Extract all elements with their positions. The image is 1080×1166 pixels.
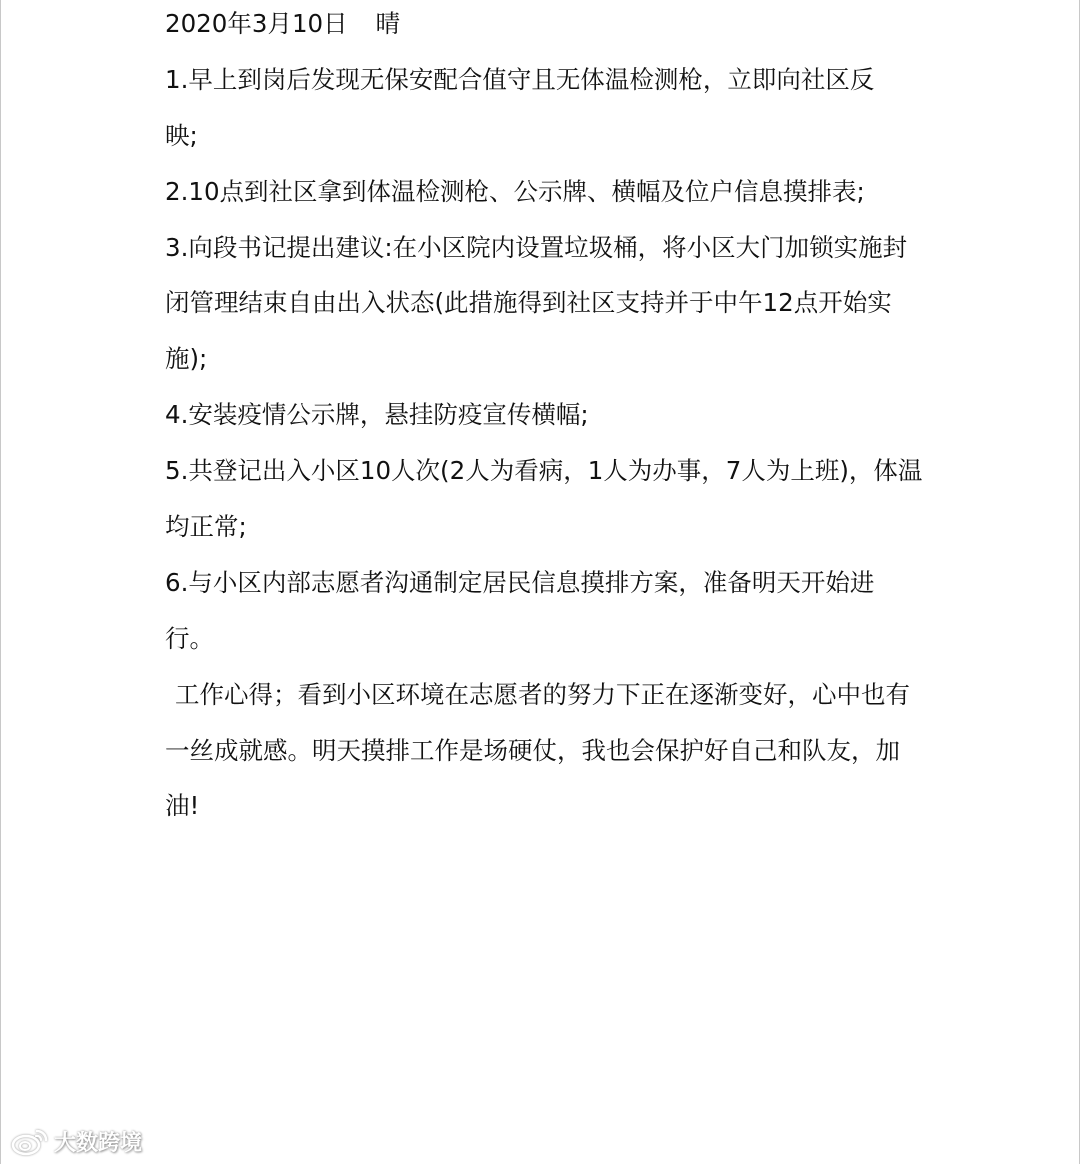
text-line-7: 4.安装疫情公示牌，悬挂防疫宣传横幅; [165,400,589,430]
date-text: 2020年3月10日 [165,9,348,38]
text-line-5: 闭管理结束自由出入状态(此措施得到社区支持并于中午12点开始实 [165,288,892,318]
text-line-2: 映; [165,120,198,150]
text-line-12: 工作心得；看到小区环境在志愿者的努力下正在逐渐变好，心中也有 [175,679,910,709]
text-line-13: 一丝成就感。明天摸排工作是场硬仗，我也会保护好自己和队友，加 [165,735,900,765]
watermark-text: 大数跨境 [54,1130,143,1156]
date-line [165,4,925,60]
text-line-4: 3.向段书记提出建议:在小区院内设置垃圾桶，将小区大门加锁实施封 [165,232,908,262]
text-line-11: 行。 [165,623,214,653]
text-line-9: 均正常; [165,512,247,542]
weather-text: 晴 [375,9,401,38]
text-line-14: 油! [165,791,200,821]
text-line-10: 6.与小区内部志愿者沟通制定居民信息摸排方案，准备明天开始进 [165,567,875,597]
text-line-6: 施); [165,344,208,374]
watermark [10,1124,142,1158]
text-line-1: 1.早上到岗后发现无保安配合值守且无体温检测枪，立即向社区反 [165,64,875,94]
text-line-3: 2.10点到社区拿到体温检测枪、公示牌、横幅及位户信息摸排表; [165,176,865,206]
diary-text [165,4,925,842]
text-line-8: 5.共登记出入小区10人次(2人为看病，1人为办事，7人为上班)，体温 [165,456,923,486]
weibo-logo-icon [10,1126,50,1156]
